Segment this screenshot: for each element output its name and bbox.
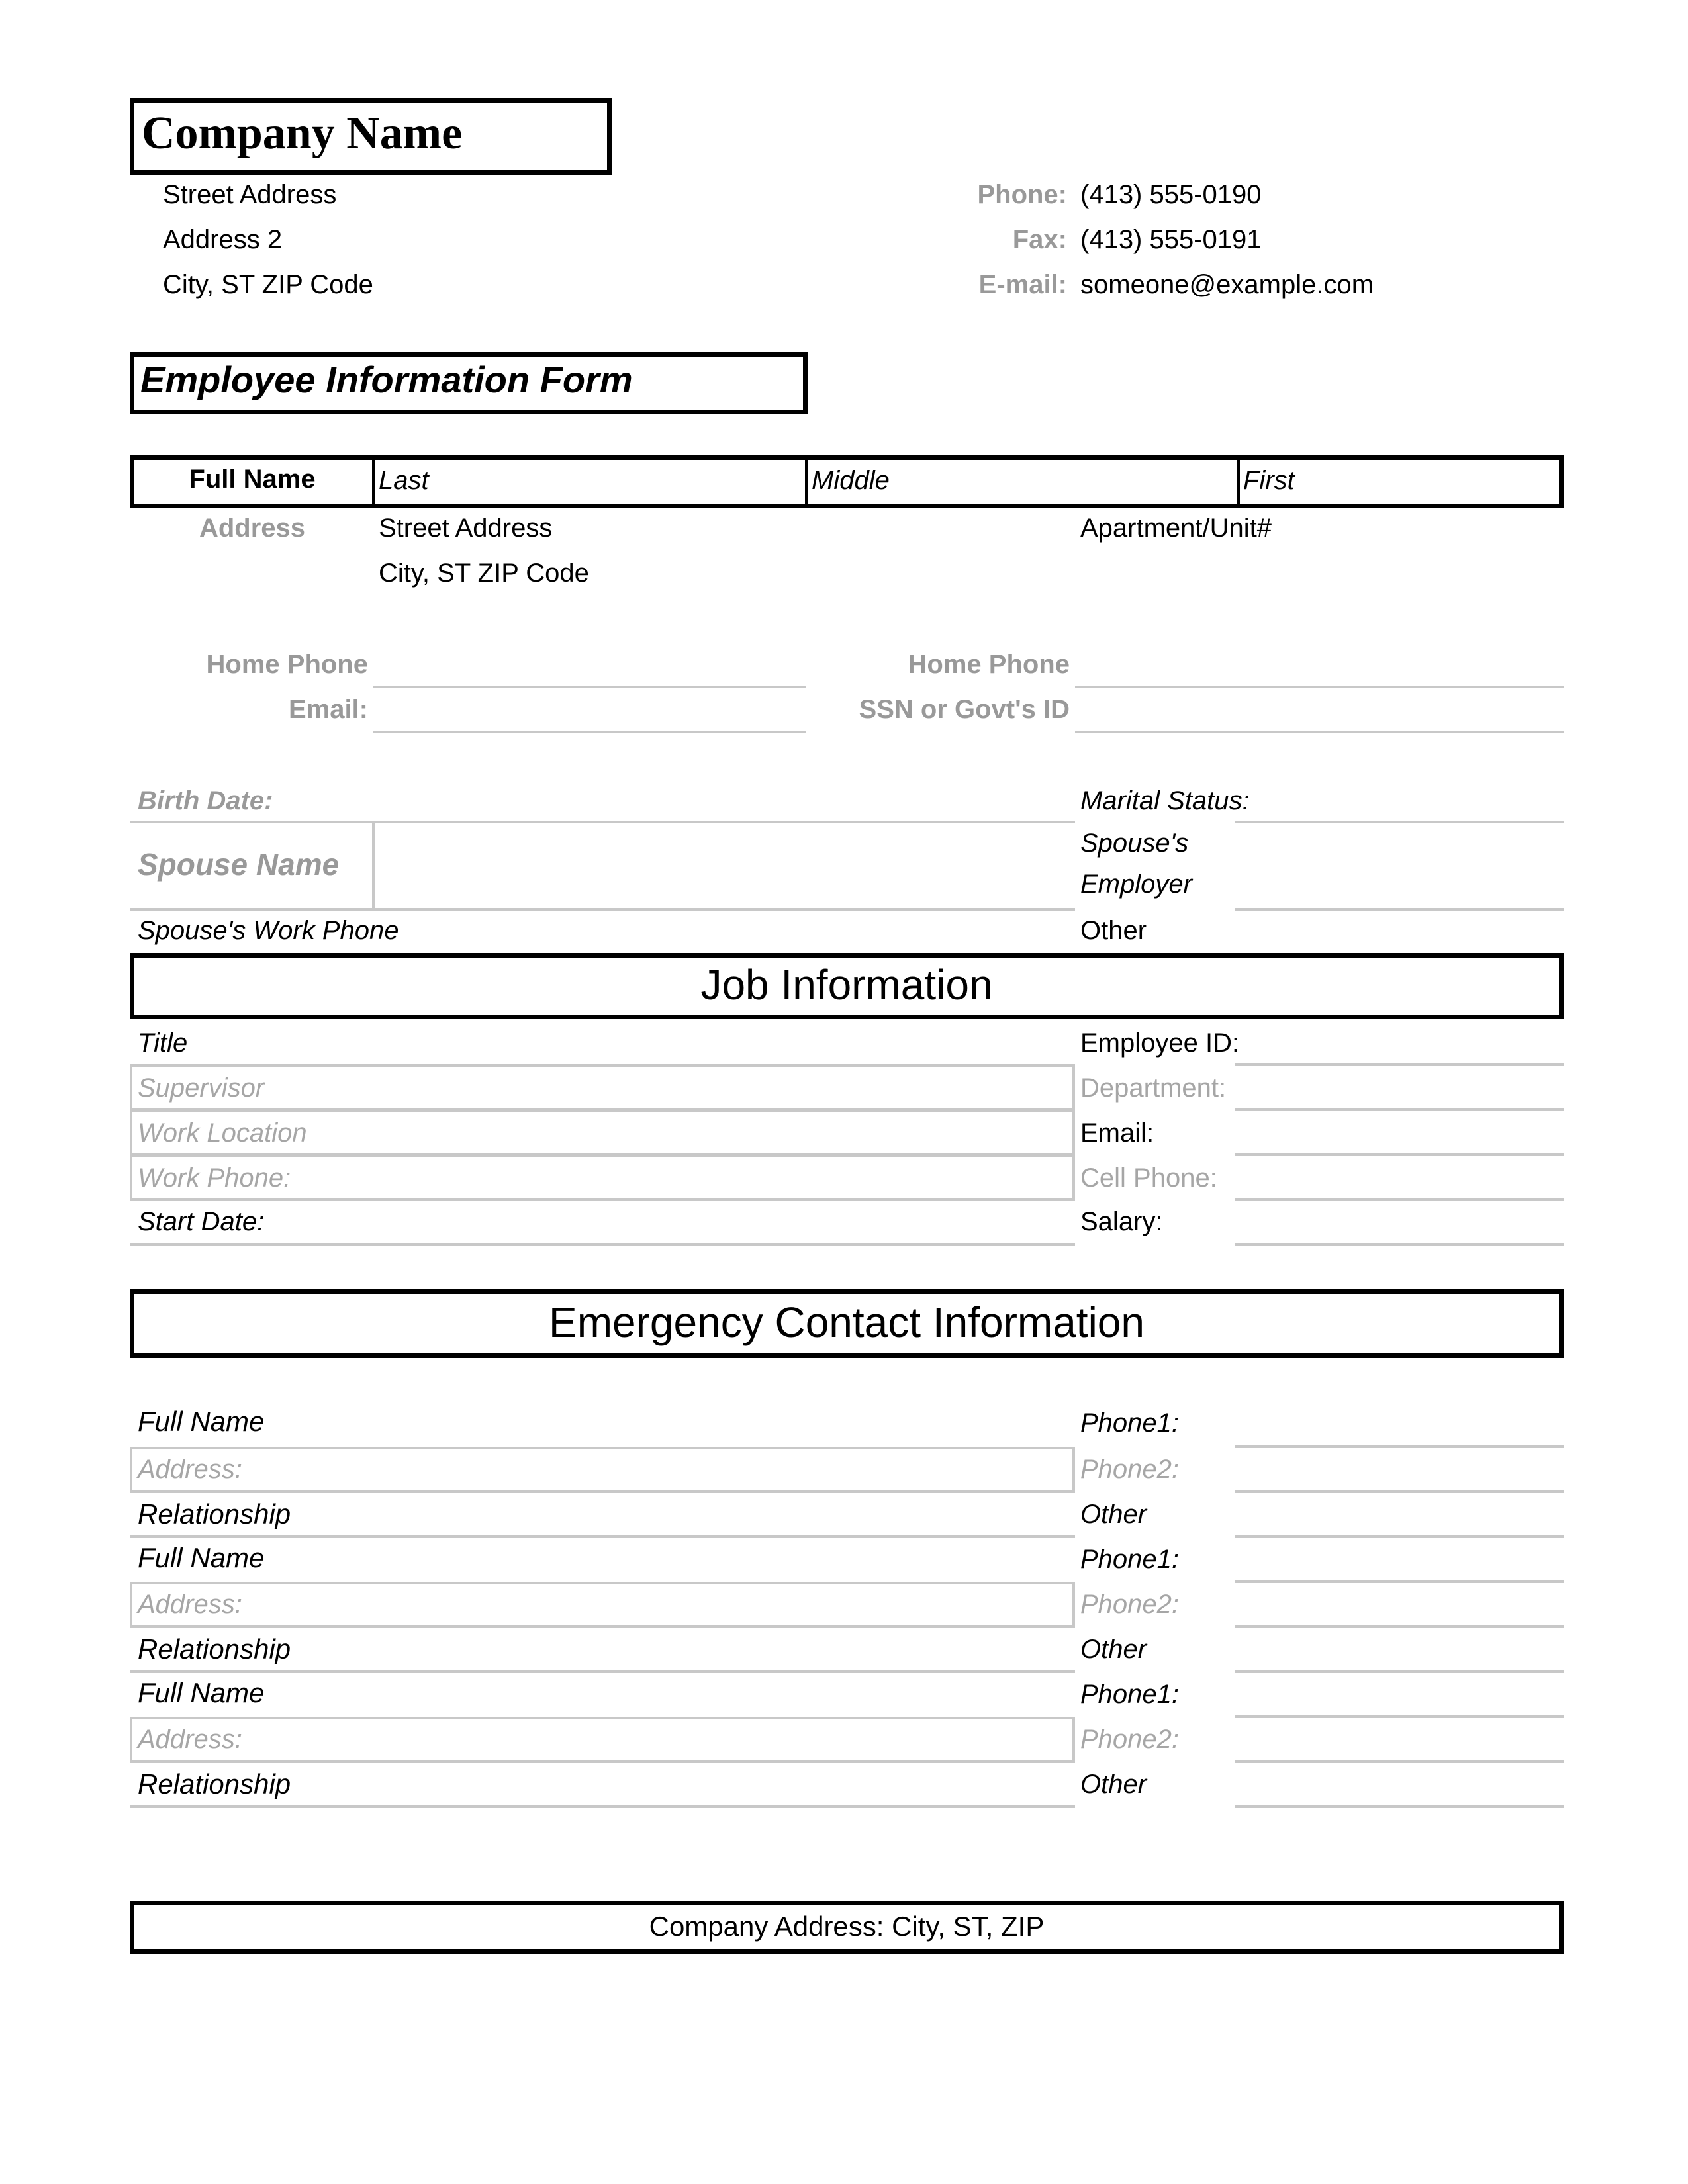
contact-1-phone1-label: Phone1: [1080, 1408, 1180, 1437]
contact-3-phone2-label: Phone2: [1080, 1725, 1180, 1754]
contact-1-phone2-label: Phone2: [1080, 1455, 1180, 1484]
last-name-field[interactable]: Last [379, 466, 429, 495]
spouse-employer-field[interactable] [1235, 908, 1564, 911]
spouse-work-phone-label: Spouse's Work Phone [138, 916, 399, 945]
department-label: Department: [1080, 1073, 1227, 1103]
company-name: Company Name [142, 108, 463, 159]
work-location-placeholder: Work Location [138, 1118, 307, 1148]
apartment-field[interactable]: Apartment/Unit# [1080, 514, 1272, 543]
contact-3-phone1-field[interactable] [1235, 1715, 1564, 1718]
spouse-employer-label-1: Spouse's [1080, 829, 1189, 858]
full-name-divider-3 [1237, 458, 1240, 506]
company-fax-label: Fax: [1012, 225, 1067, 254]
full-name-label: Full Name [189, 465, 316, 494]
contact-2-other-field[interactable] [1235, 1670, 1564, 1673]
contact-1-address-placeholder: Address: [138, 1455, 242, 1484]
birth-date-label: Birth Date: [138, 786, 273, 815]
contact-3-address-field[interactable] [130, 1717, 1075, 1763]
company-phone: (413) 555-0190 [1080, 180, 1262, 209]
contact-1-full-name-label: Full Name [138, 1406, 265, 1437]
email-field[interactable] [373, 731, 806, 733]
salary-label: Salary: [1080, 1207, 1163, 1236]
spouse-name-label: Spouse Name [138, 847, 340, 882]
ssn-field[interactable] [1075, 731, 1564, 733]
form-title: Employee Information Form [140, 359, 633, 400]
full-name-divider-1 [372, 458, 375, 506]
ssn-label: SSN or Govt's ID [859, 695, 1070, 724]
work-phone-placeholder: Work Phone: [138, 1163, 291, 1193]
contact-3-phone2-field[interactable] [1235, 1760, 1564, 1763]
home-phone-label-2: Home Phone [908, 650, 1070, 679]
company-address2: Address 2 [163, 225, 283, 254]
home-phone-field[interactable] [373, 686, 806, 688]
full-name-divider-2 [805, 458, 808, 506]
contact-3-relationship-field[interactable] [130, 1805, 1075, 1808]
contact-2-other-label: Other [1080, 1635, 1147, 1664]
spouse-name-divider [372, 823, 375, 909]
marital-status-field[interactable] [1235, 821, 1564, 823]
emergency-heading: Emergency Contact Information [549, 1298, 1145, 1346]
job-title-label: Title [138, 1028, 188, 1058]
contact-1-address-field[interactable] [130, 1447, 1075, 1493]
home-phone-field-2[interactable] [1075, 686, 1564, 688]
company-fax: (413) 555-0191 [1080, 225, 1262, 254]
contact-2-address-field[interactable] [130, 1582, 1075, 1628]
contact-3-full-name-label: Full Name [138, 1677, 265, 1708]
job-email-field[interactable] [1235, 1153, 1564, 1156]
email-label: Email: [288, 695, 368, 724]
start-date-label: Start Date: [138, 1207, 265, 1236]
supervisor-field[interactable] [130, 1064, 1075, 1111]
supervisor-placeholder: Supervisor [138, 1073, 265, 1103]
company-city: City, ST ZIP Code [163, 270, 373, 299]
department-field[interactable] [1235, 1108, 1564, 1111]
contact-2-relationship-field[interactable] [130, 1670, 1075, 1673]
home-phone-label: Home Phone [206, 650, 368, 679]
contact-2-address-placeholder: Address: [138, 1590, 242, 1619]
company-phone-label: Phone: [977, 180, 1067, 209]
job-info-heading: Job Information [700, 961, 993, 1009]
contact-2-full-name-label: Full Name [138, 1542, 265, 1573]
contact-2-phone2-field[interactable] [1235, 1625, 1564, 1628]
contact-1-other-field[interactable] [1235, 1535, 1564, 1538]
first-name-field[interactable]: First [1243, 466, 1295, 495]
contact-1-phone1-field[interactable] [1235, 1445, 1564, 1448]
job-email-label: Email: [1080, 1118, 1154, 1148]
cell-phone-label: Cell Phone: [1080, 1163, 1217, 1193]
contact-3-other-field[interactable] [1235, 1805, 1564, 1808]
spouse-employer-label-2: Employer [1080, 870, 1192, 899]
address-city-field[interactable]: City, ST ZIP Code [379, 559, 589, 588]
cell-phone-field[interactable] [1235, 1198, 1564, 1201]
address-label: Address [199, 514, 306, 543]
contact-1-phone2-field[interactable] [1235, 1490, 1564, 1493]
footer-company-address: Company Address: City, ST, ZIP [649, 1911, 1045, 1942]
contact-1-relationship-field[interactable] [130, 1535, 1075, 1538]
contact-2-phone2-label: Phone2: [1080, 1590, 1180, 1619]
address-street-field[interactable]: Street Address [379, 514, 553, 543]
spouse-name-field[interactable] [130, 908, 1075, 911]
company-street: Street Address [163, 180, 337, 209]
contact-3-address-placeholder: Address: [138, 1725, 242, 1754]
start-date-field[interactable] [130, 1243, 1075, 1246]
contact-1-relationship-label: Relationship [138, 1498, 291, 1529]
marital-status-label: Marital Status: [1080, 786, 1250, 815]
birth-date-field[interactable] [130, 821, 1075, 823]
contact-3-relationship-label: Relationship [138, 1768, 291, 1799]
contact-2-phone1-label: Phone1: [1080, 1545, 1180, 1574]
contact-2-relationship-label: Relationship [138, 1633, 291, 1664]
middle-name-field[interactable]: Middle [812, 466, 890, 495]
contact-3-other-label: Other [1080, 1770, 1147, 1799]
employee-id-label: Employee ID: [1080, 1028, 1240, 1058]
company-email: someone@example.com [1080, 270, 1374, 299]
salary-field[interactable] [1235, 1243, 1564, 1246]
contact-1-other-label: Other [1080, 1500, 1147, 1529]
contact-2-phone1-field[interactable] [1235, 1580, 1564, 1583]
employee-id-field[interactable] [1235, 1063, 1564, 1066]
other-label: Other [1080, 916, 1147, 945]
contact-3-phone1-label: Phone1: [1080, 1680, 1180, 1709]
company-email-label: E-mail: [978, 270, 1067, 299]
